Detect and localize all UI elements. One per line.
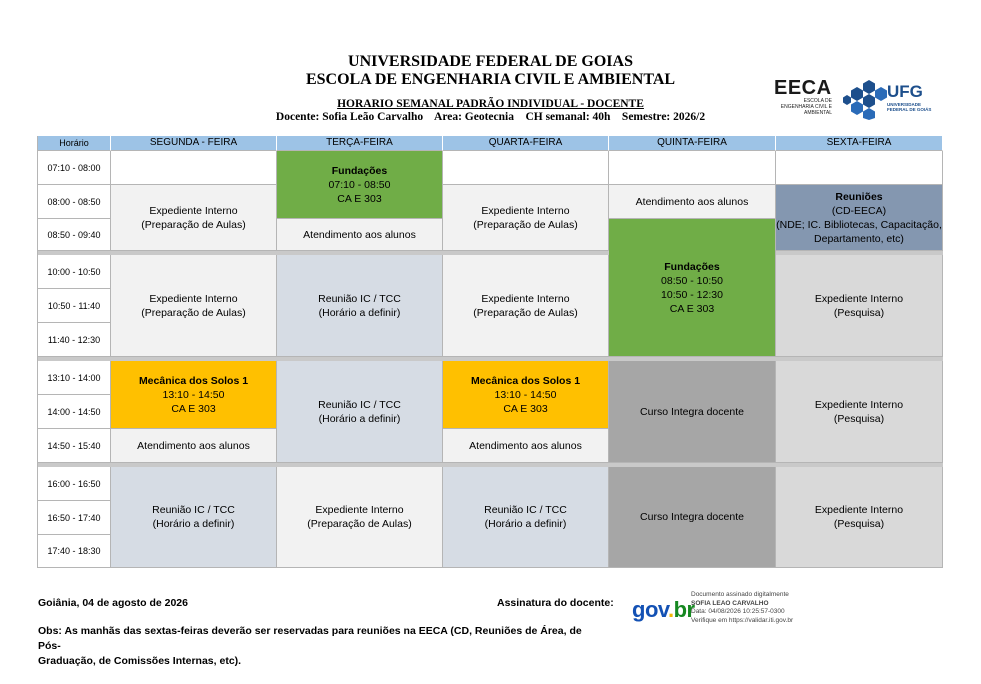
activity-title: Expediente Interno: [814, 398, 904, 411]
day-header: SEXTA-FEIRA: [776, 136, 943, 151]
schedule-block: [277, 361, 443, 463]
empty-slot: [776, 151, 943, 185]
time-slot-label: 07:10 - 08:00: [38, 151, 111, 185]
schedule-block-content: [661, 260, 723, 316]
time-slot-label: 08:50 - 09:40: [38, 219, 111, 251]
activity-detail: (Horário a definir): [318, 306, 401, 319]
activity-detail: (Pesquisa): [833, 412, 885, 425]
schedule-block: [443, 361, 609, 429]
activity-detail: 10:50 - 12:30: [661, 288, 723, 301]
schedule-block-content: [815, 398, 903, 426]
day-header: QUARTA-FEIRA: [443, 136, 609, 151]
time-slot-label: 10:50 - 11:40: [38, 289, 111, 323]
time-slot-label: 17:40 - 18:30: [38, 535, 111, 568]
ufg-logo-sub: UNIVERSIDADE FEDERAL DE GOIÁS: [887, 102, 932, 112]
activity-detail: (NDE; IC. Bibliotecas, Capacitação,: [776, 218, 942, 231]
schedule-block-content: [141, 292, 245, 320]
schedule-block-content: [815, 503, 903, 531]
day-header: TERÇA-FEIRA: [277, 136, 443, 151]
activity-detail: (Preparação de Aulas): [473, 306, 578, 319]
schedule-block: [609, 467, 776, 568]
schedule-block-content: [815, 292, 903, 320]
schedule-block: [776, 255, 943, 357]
activity-title: Expediente Interno: [315, 504, 404, 516]
ufg-hexagons-icon: [843, 78, 887, 120]
govbr-logo-part1: gov: [632, 597, 668, 622]
schedule-block-content: [318, 398, 401, 426]
activity-detail: (Preparação de Aulas): [141, 306, 246, 319]
activity-detail: Departamento, etc): [814, 232, 904, 245]
schedule-table: [37, 136, 942, 568]
footer-observation: [38, 624, 598, 669]
activity-title: Atendimento aos alunos: [469, 439, 582, 452]
empty-slot: [443, 151, 609, 185]
teacher-info-line: Docente: Sofia Leão Carvalho Area: Geotecnia CH semanal: 40h Semestre: 2026/2: [275, 111, 706, 123]
schedule-block: [776, 185, 943, 251]
schedule-block: [277, 151, 443, 219]
activity-title: Atendimento aos alunos: [635, 195, 749, 208]
schedule-block: [443, 467, 609, 568]
activity-title: Expediente Interno: [481, 204, 570, 217]
schedule-block-content: [473, 204, 577, 232]
footer-date: Goiânia, 04 de agosto de 2026: [38, 597, 188, 609]
schedule-block-content: [329, 164, 391, 206]
schedule-block-content: [139, 374, 248, 416]
govbr-logo-part2: .: [667, 597, 674, 622]
time-slot-label: 16:00 - 16:50: [38, 467, 111, 501]
activity-detail: CA E 303: [503, 402, 548, 415]
activity-detail: 13:10 - 14:50: [494, 388, 557, 401]
day-header: SEGUNDA - FEIRA: [111, 136, 277, 151]
signature-line-2: SOFIA LEAO CARVALHO: [691, 599, 769, 607]
schedule-block-content: [307, 503, 411, 531]
schedule-block-content: [776, 190, 942, 246]
footer-observation-line1: Obs: As manhãs das sextas-feiras deverão ser reservadas para reuniões na EECA (CD, Reuniões de Área, de Pós-: [38, 625, 582, 652]
time-slot-label: 14:00 - 14:50: [38, 395, 111, 429]
activity-detail: CA E 303: [171, 402, 216, 415]
schedule-block-content: [636, 195, 749, 209]
ufg-logo: [843, 78, 933, 120]
activity-title: Atendimento aos alunos: [303, 228, 416, 241]
digital-signature-stamp: [691, 591, 793, 625]
activity-detail: 07:10 - 08:50: [328, 178, 391, 191]
schedule-block: [111, 429, 277, 463]
activity-detail: CA E 303: [337, 192, 382, 205]
footer-observation-line2: Graduação, de Comissões Internas, etc).: [38, 655, 242, 667]
activity-title: Mecânica dos Solos 1: [138, 374, 249, 387]
schedule-block: [443, 429, 609, 463]
schedule-block: [443, 255, 609, 357]
activity-title: Reunião IC / TCC: [484, 504, 567, 516]
time-slot-label: 10:00 - 10:50: [38, 255, 111, 289]
signature-line-3: Data: 04/08/2026 10:25:57-0300: [691, 608, 785, 615]
empty-slot: [111, 151, 277, 185]
activity-title: Fundações: [664, 260, 720, 273]
schedule-subtitle: HORARIO SEMANAL PADRÃO INDIVIDUAL - DOCENTE: [337, 98, 644, 110]
activity-title: Fundações: [331, 164, 388, 177]
activity-title: Reunião IC / TCC: [318, 398, 401, 411]
time-slot-label: 11:40 - 12:30: [38, 323, 111, 357]
schedule-block-content: [640, 405, 744, 419]
schedule-block: [609, 219, 776, 357]
activity-title: Reuniões: [835, 190, 883, 203]
activity-detail: (Preparação de Aulas): [473, 218, 578, 231]
activity-detail: 08:50 - 10:50: [661, 274, 723, 287]
schedule-block-content: [303, 228, 416, 242]
schedule-block-content: [640, 510, 744, 524]
activity-detail: (Preparação de Aulas): [307, 518, 412, 530]
govbr-logo: [632, 597, 695, 623]
schedule-block: [443, 185, 609, 251]
schedule-block: [776, 467, 943, 568]
university-title: UNIVERSIDADE FEDERAL DE GOIAS: [348, 53, 633, 70]
time-column-header: Horário: [38, 136, 111, 151]
schedule-block: [111, 185, 277, 251]
activity-title: Curso Integra docente: [640, 511, 744, 523]
activity-detail: 13:10 - 14:50: [162, 388, 225, 401]
activity-title: Expediente Interno: [814, 292, 904, 305]
schedule-block-content: [141, 204, 245, 232]
activity-title: Reunião IC / TCC: [152, 504, 235, 516]
time-slot-label: 13:10 - 14:00: [38, 361, 111, 395]
activity-title: Expediente Interno: [149, 204, 238, 217]
signature-label: Assinatura do docente:: [497, 597, 614, 609]
activity-detail: CA E 303: [669, 302, 715, 315]
schedule-block-content: [469, 439, 582, 453]
activity-detail: (Pesquisa): [833, 518, 885, 530]
activity-detail: (CD-EECA): [831, 204, 887, 217]
schedule-block: [277, 219, 443, 251]
activity-title: Curso Integra docente: [640, 405, 744, 418]
eeca-logo: [774, 78, 832, 116]
time-slot-label: 16:50 - 17:40: [38, 501, 111, 535]
schedule-block: [609, 185, 776, 219]
activity-title: Reunião IC / TCC: [318, 292, 401, 305]
activity-title: Atendimento aos alunos: [137, 439, 250, 452]
activity-detail: (Pesquisa): [833, 306, 885, 319]
govbr-logo-part3: br: [673, 597, 695, 622]
activity-title: Expediente Interno: [149, 292, 238, 305]
activity-title: Mecânica dos Solos 1: [470, 374, 581, 387]
activity-detail: (Horário a definir): [484, 518, 567, 530]
activity-title: Expediente Interno: [481, 292, 570, 305]
activity-detail: (Preparação de Aulas): [141, 218, 246, 231]
time-slot-label: 14:50 - 15:40: [38, 429, 111, 463]
schedule-block: [277, 467, 443, 568]
day-header: QUINTA-FEIRA: [609, 136, 776, 151]
activity-title: Expediente Interno: [814, 504, 904, 516]
activity-detail: (Horário a definir): [152, 518, 235, 530]
schedule-block-content: [318, 292, 401, 320]
schedule-block-content: [137, 439, 250, 453]
ufg-logo-name: UFG: [887, 82, 923, 101]
activity-detail: (Horário a definir): [318, 412, 401, 425]
schedule-block-content: [473, 292, 577, 320]
time-slot-label: 08:00 - 08:50: [38, 185, 111, 219]
schedule-block-content: [471, 374, 580, 416]
schedule-block: [111, 255, 277, 357]
schedule-block: [609, 361, 776, 463]
eeca-logo-name: EECA: [774, 77, 832, 99]
schedule-block: [111, 467, 277, 568]
schedule-block: [111, 361, 277, 429]
schedule-block: [277, 255, 443, 357]
schedule-block-content: [152, 503, 235, 531]
signature-line-4: Verifique em https://validar.iti.gov.br: [691, 616, 794, 624]
schedule-block: [776, 361, 943, 463]
eeca-logo-sub: ESCOLA DE ENGENHARIA CIVIL E AMBIENTAL: [780, 98, 832, 116]
empty-slot: [609, 151, 776, 185]
signature-line-1: Documento assinado digitalmente: [691, 591, 789, 598]
school-title: ESCOLA DE ENGENHARIA CIVIL E AMBIENTAL: [305, 71, 676, 88]
schedule-block-content: [484, 503, 567, 531]
